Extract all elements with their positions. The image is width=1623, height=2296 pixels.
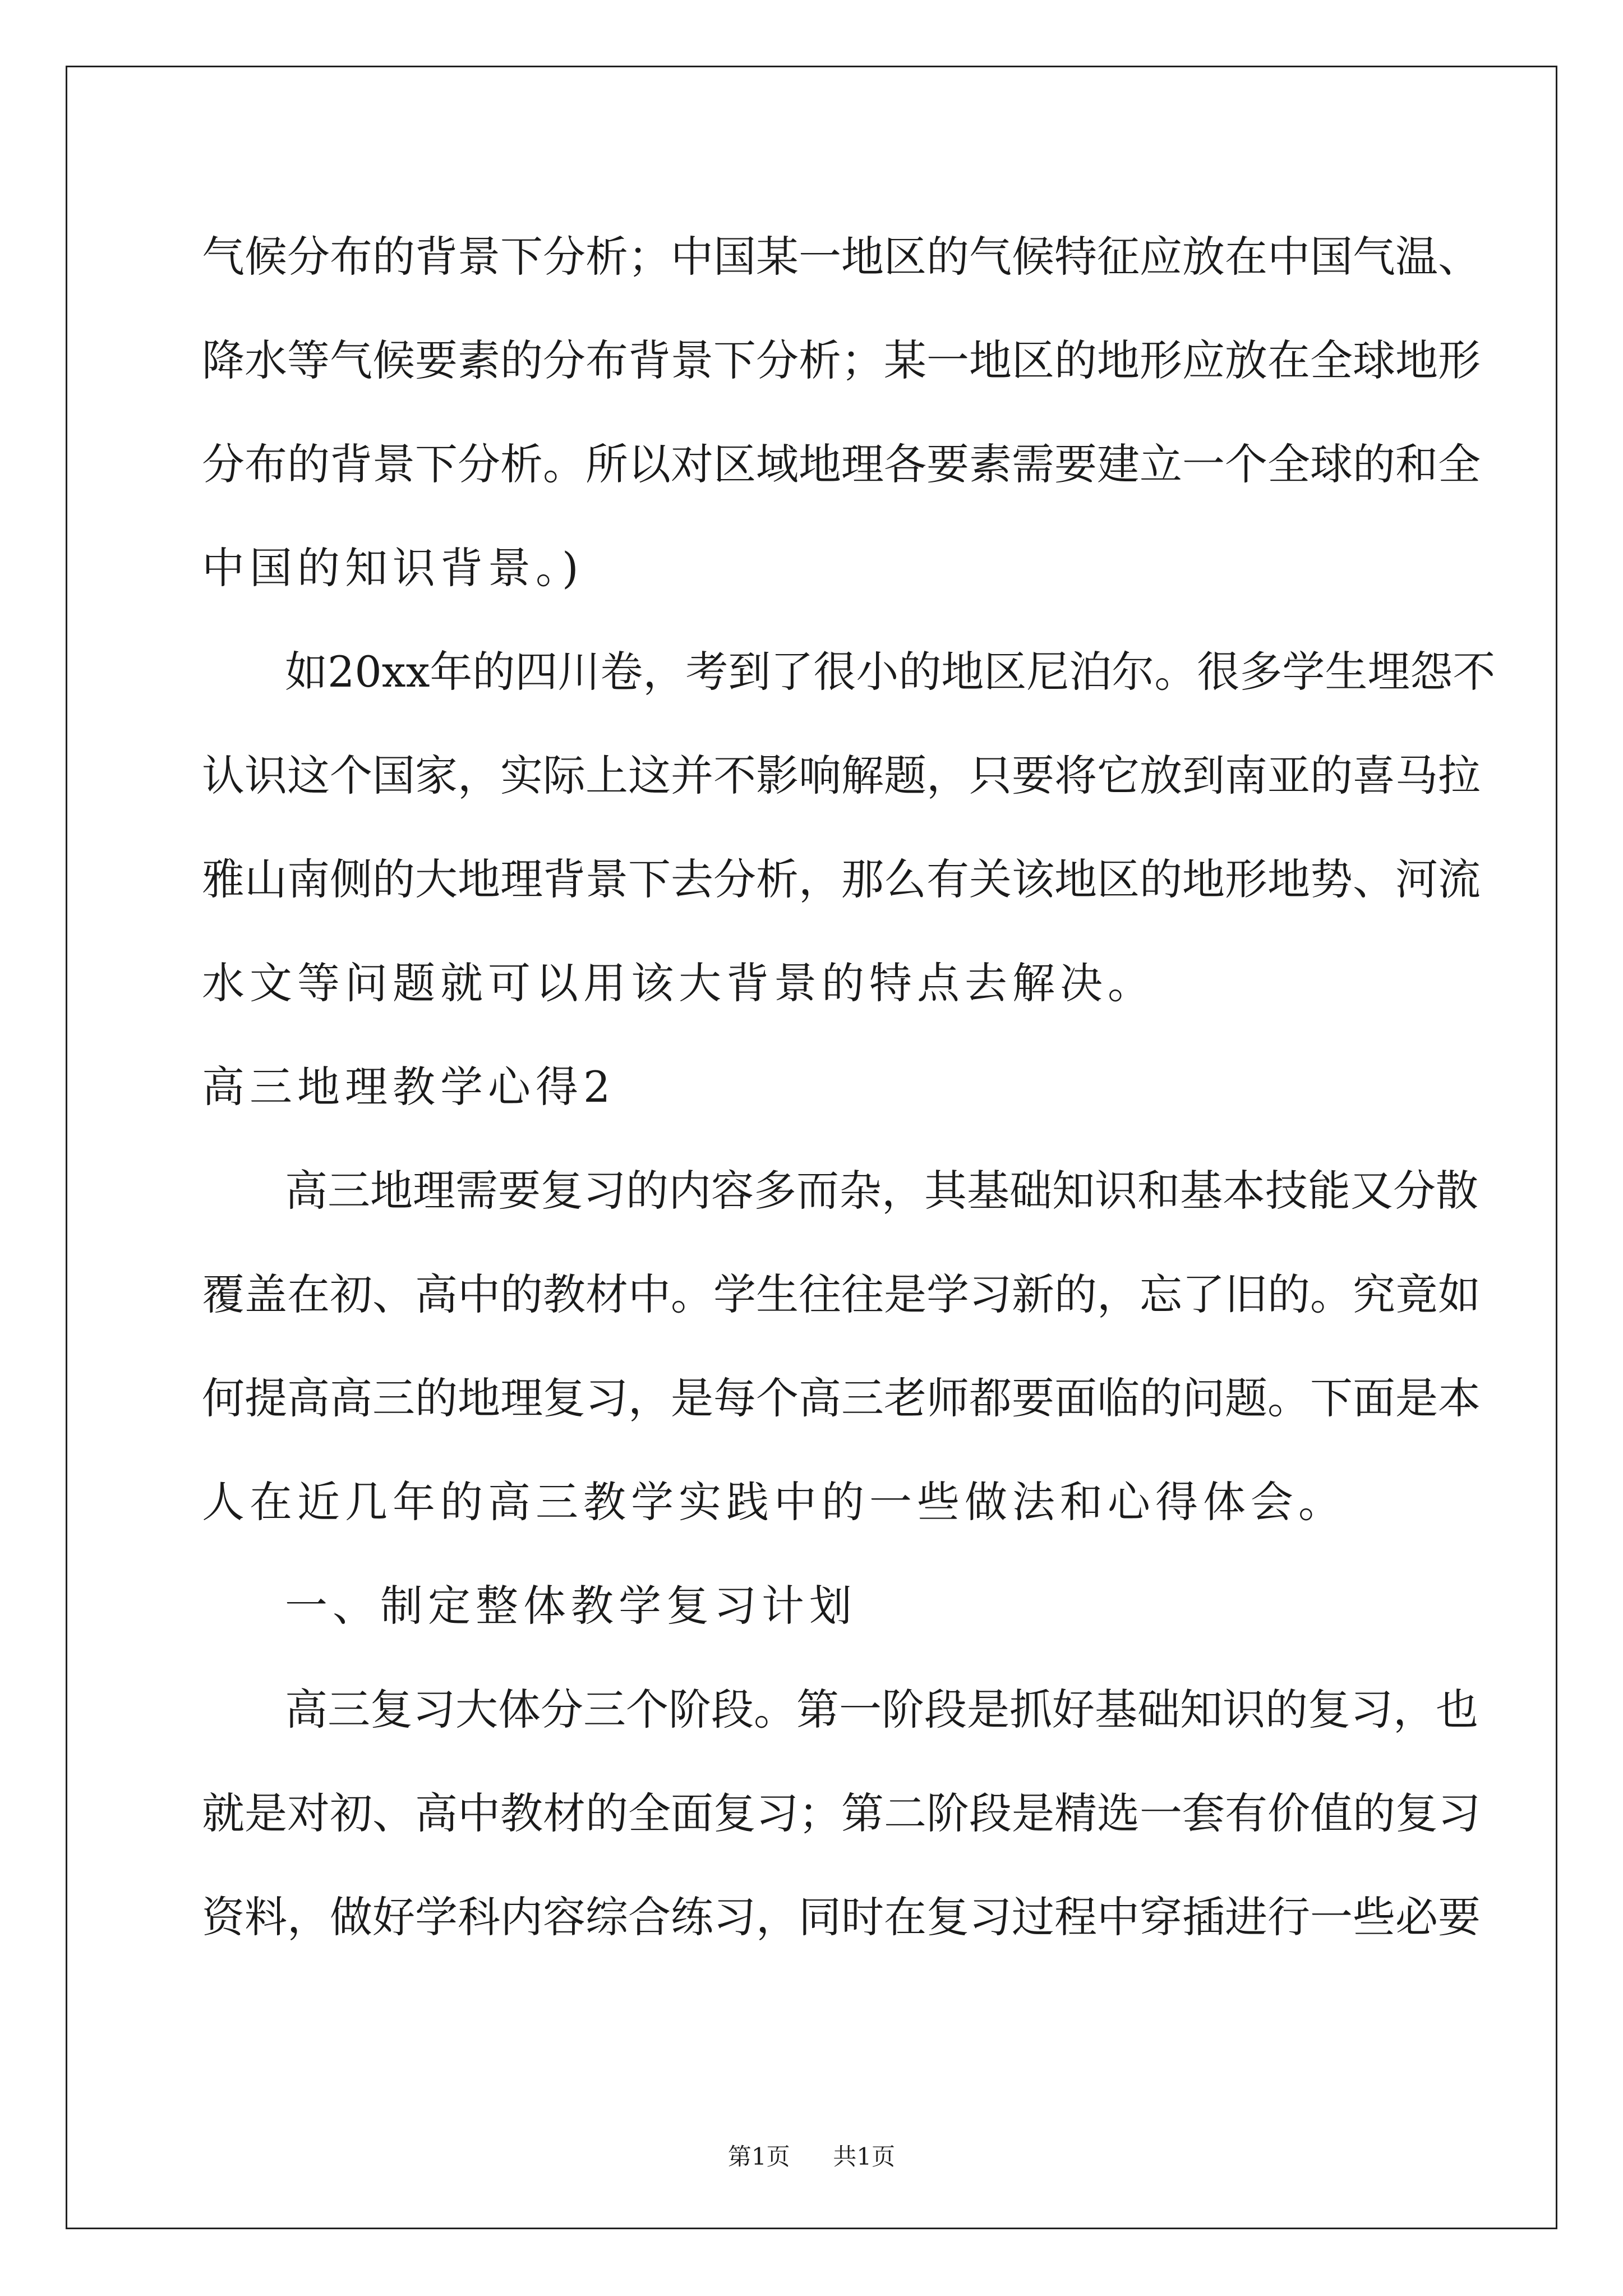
text-line: 何提高高三的地理复习，是每个高三老师都要面临的问题。下面是本: [202, 1373, 1481, 1423]
text-line: 人在近几年的高三教学实践中的一些做法和心得体会。: [202, 1477, 1346, 1527]
text-line: 降水等气候要素的分布背景下分析；某一地区的地形应放在全球地形: [202, 335, 1481, 385]
page-footer: [0, 2140, 1623, 2174]
text-line: 雅山南侧的大地理背景下去分析，那么有关该地区的地形地势、河流: [202, 854, 1481, 904]
text-line: 中国的知识背景。): [202, 543, 584, 593]
page-total: 共1页: [833, 2143, 896, 2170]
text-line: 就是对初、高中教材的全面复习；第二阶段是精选一套有价值的复习: [202, 1788, 1481, 1838]
subsection-heading: 一、制定整体教学复习计划: [285, 1581, 857, 1631]
text-line: 气候分布的背景下分析；中国某一地区的气候特征应放在中国气温、: [202, 232, 1481, 282]
text-line: 如20xx年的四川卷，考到了很小的地区尼泊尔。很多学生埋怨不: [285, 647, 1496, 697]
text-line: 分布的背景下分析。所以对区域地理各要素需要建立一个全球的和全: [202, 439, 1481, 489]
text-line: 资料，做好学科内容综合练习，同时在复习过程中穿插进行一些必要: [202, 1892, 1481, 1942]
page-number: 第1页: [727, 2143, 790, 2170]
document-body: [202, 205, 1496, 1969]
text-line: 覆盖在初、高中的教材中。学生往往是学习新的，忘了旧的。究竟如: [202, 1269, 1481, 1319]
section-heading: 高三地理教学心得2: [202, 1062, 616, 1112]
text-line: 高三复习大体分三个阶段。第一阶段是抓好基础知识的复习，也: [285, 1685, 1478, 1734]
text-line: 水文等问题就可以用该大背景的特点去解决。: [202, 958, 1155, 1008]
text-line: 高三地理需要复习的内容多而杂，其基础知识和基本技能又分散: [285, 1166, 1478, 1216]
text-line: 认识这个国家，实际上这并不影响解题，只要将它放到南亚的喜马拉: [202, 751, 1481, 800]
